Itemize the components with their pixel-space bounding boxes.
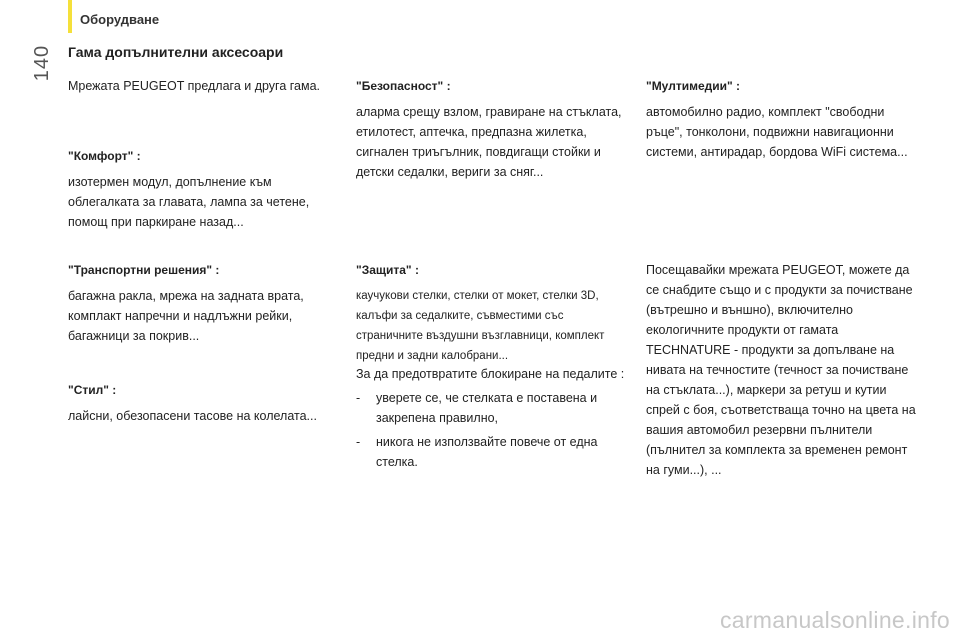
- security-text: аларма срещу взлом, гравиране на стъклата, етилотест, аптечка, предпазна жилетка, сигнален триъгълник, повдигащи стойки и детски седалки, вериги за сняг...: [356, 105, 622, 179]
- protection-block: [356, 260, 628, 366]
- comfort-text: изотермен модул, допълнение към облегалката за главата, лампа за четене, помощ при паркиране назад...: [68, 175, 310, 229]
- transport-block: [68, 260, 340, 346]
- security-block: [356, 76, 628, 182]
- multimedia-heading: "Мултимедии" :: [646, 79, 741, 93]
- page-number: 140: [31, 44, 53, 82]
- comfort-block: [68, 146, 340, 232]
- intro-block: [68, 76, 340, 96]
- style-heading: "Стил" :: [68, 383, 117, 397]
- visit-text: Посещавайки мрежата PEUGEOT, можете да се снабдите също и с продукти за почистване (вътрешно и външно), включително екологичните продукти от гамата TECHNATURE - продукти за допълване на нивата на течностите (течност за почистване на стъклата...), маркери за ретуш и кутии спрей с боя, съответстваща точно на цвета на вашия автомобил резервни пълнители (пълнител за комплекта за временен ремонт на гуми...), ...: [646, 263, 916, 477]
- dash-bullet: -: [356, 391, 361, 405]
- transport-text: багажна ракла, мрежа на задната врата, комплакт напречни и надлъжни рейки, багажници за покрив...: [68, 289, 304, 343]
- protection-text: каучукови стелки, стелки от мокет, стелки 3D, калъфи за седалките, съвместими със страничните въздушни възглавници, комплект предни и задни калобрани...: [356, 290, 605, 362]
- dash-bullet: -: [356, 435, 361, 449]
- section-accent-bar: [68, 0, 72, 33]
- style-text: лайсни, обезопасени тасове на колелата...: [68, 409, 317, 423]
- multimedia-text: автомобилно радио, комплект "свободни ръце", тонколони, подвижни навигационни системи, антирадар, бордова WiFi система...: [646, 105, 908, 159]
- pedals-list: [356, 388, 628, 472]
- security-heading: "Безопасност" :: [356, 79, 451, 93]
- section-label: Оборудване: [80, 12, 160, 27]
- list-item: [356, 388, 628, 428]
- comfort-heading: "Комфорт" :: [68, 149, 141, 163]
- list-item: [356, 432, 628, 472]
- watermark: carmanualsonline.info: [719, 607, 950, 633]
- list-item-text: никога не използвайте повече от една стелка.: [376, 435, 598, 469]
- style-block: [68, 380, 340, 426]
- multimedia-block: [646, 76, 916, 162]
- transport-heading: "Транспортни решения" :: [68, 263, 220, 277]
- list-item-text: уверете се, че стелката е поставена и закрепена правилно,: [376, 391, 598, 425]
- page-title: Гама допълнителни аксесоари: [68, 44, 284, 60]
- visit-block: [646, 260, 916, 480]
- pedals-intro: За да предотвратите блокиране на педалите :: [356, 367, 625, 381]
- pedals-block: [356, 364, 628, 476]
- protection-heading: "Защита" :: [356, 263, 419, 277]
- intro-text: Мрежата PEUGEOT предлага и друга гама.: [68, 79, 321, 93]
